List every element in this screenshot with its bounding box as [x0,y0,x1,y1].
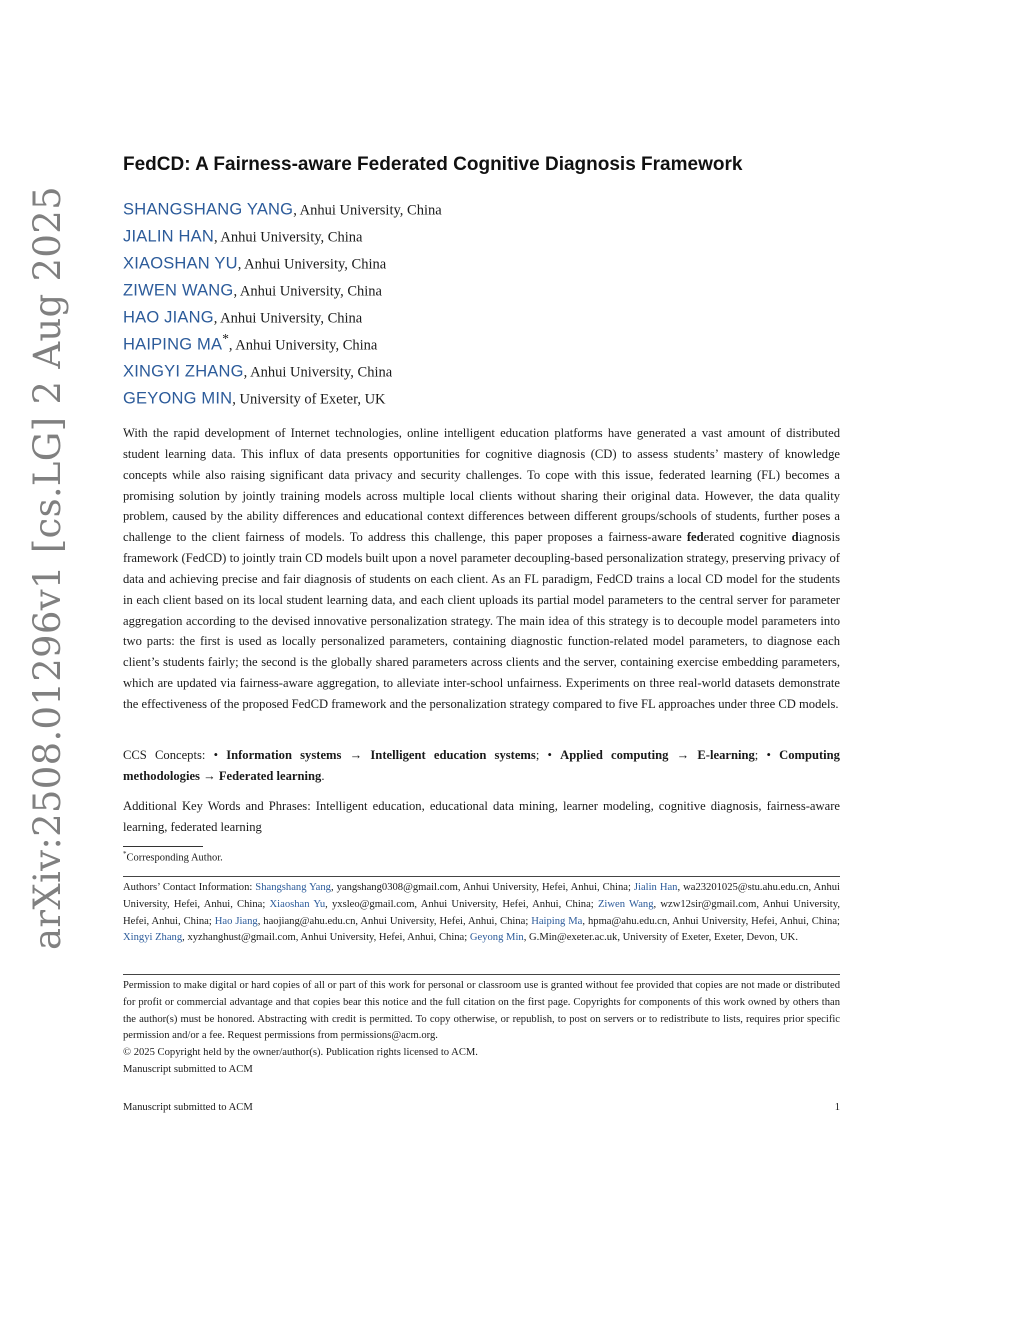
contact-details: , yxsleo@gmail.com, Anhui University, Hefei, Anhui, China; [325,898,598,910]
footer-manuscript-note: Manuscript submitted to ACM [123,1102,253,1113]
author-name[interactable]: ZIWEN WANG [123,281,234,300]
contact-details: , G.Min@exeter.ac.uk, University of Exeter, Exeter, Devon, UK. [523,932,798,944]
abstract-emphasis: c [739,530,746,545]
ccs-concept: Applied computing → E-learning [560,748,755,762]
contact-author-link[interactable]: Shangshang Yang [255,882,331,893]
author-affiliation: , Anhui University, China [237,256,387,273]
author-entry [123,223,442,250]
author-entry [123,250,442,277]
footnote-text: Corresponding Author. [126,852,223,864]
contact-details: , xyzhanghust@gmail.com, Anhui University, Hefei, Anhui, China; [182,932,470,944]
contact-details: , wa23201025@stu.ahu.edu.cn, Anhui University, Hefei, Anhui, China; [123,882,840,910]
contact-details: , haojiang@ahu.edu.cn, Anhui University, Hefei, Anhui, China; [257,915,532,927]
abstract-text: erated [703,530,740,545]
author-affiliation: , Anhui University, China [213,229,363,246]
contact-author-link[interactable]: Hao Jiang [214,915,258,927]
author-entry [123,385,442,412]
contact-author-link[interactable]: Ziwen Wang [597,898,654,910]
contact-author-link[interactable]: Haiping Ma [531,915,583,927]
author-entry [123,331,442,358]
author-mark: * [222,331,229,346]
author-name[interactable]: SHANGSHANG YANG [123,200,294,219]
contact-divider [123,876,840,877]
ccs-bullet: • [213,748,227,762]
contact-author-link[interactable]: Jialin Han [633,882,678,893]
footnote-divider [123,846,203,847]
abstract-text: With the rapid development of Internet technologies, online intelligent education platforms have generated a vast amount of distributed student learning data. This influx of data presents opportunities for cognitive diagnosis (CD) to assess students’ mastery of knowledge concepts while also raising significant data privacy and security challenges. To cope with this issue, federated learning (FL) becomes a promising solution by jointly training models across multiple local clients without sharing their original data. However, the data quality problem, caused by the ability differences and educational context differences between different groups/schools of students, further poses a challenge to the client fairness of models. To address this challenge, this paper proposes a fairness-aware [123,426,840,545]
author-name[interactable]: JIALIN HAN [123,227,214,246]
ccs-concepts [123,745,840,787]
ccs-concept: Computing methodologies → Federated learning [123,748,840,783]
author-affiliation: , Anhui University, China [293,202,442,219]
abstract [123,423,840,715]
contact-details: , wzw12sir@gmail.com, Anhui University, Hefei, Anhui, China; [123,898,840,927]
author-affiliation: , Anhui University, China [243,364,393,381]
paper-title: FedCD: A Fairness-aware Federated Cognitive Diagnosis Framework [123,154,743,175]
permission-divider [123,974,840,975]
author-name[interactable]: XIAOSHAN YU [123,254,238,273]
author-name[interactable]: HAIPING MA [123,335,223,354]
author-name[interactable]: HAO JIANG [123,308,214,327]
ccs-separator: ; • [535,748,561,762]
keywords: Additional Key Words and Phrases: Intelligent education, educational data mining, learner modeling, cognitive diagnosis, fairness-aware learning, federated learning [123,799,840,834]
contact-label: Authors’ Contact Information: [123,882,256,893]
author-entry [123,196,442,223]
author-entry [123,304,442,331]
footnote-mark: * [123,850,127,858]
author-affiliation: , Anhui University, China [233,283,382,300]
author-affiliation: , University of Exeter, UK [232,391,386,408]
contact-details: , hpma@ahu.edu.cn, Anhui University, Hefei, Anhui, China; [582,915,840,927]
manuscript-note: Manuscript submitted to ACM [123,1064,253,1075]
ccs-concept: Information systems → Intelligent education systems [226,748,536,762]
copyright-notice: © 2025 Copyright held by the owner/author(s). Publication rights licensed to ACM. [123,1047,478,1058]
author-contact-information [123,880,840,947]
author-entry [123,358,442,385]
page-number: 1 [834,1102,840,1113]
abstract-emphasis: fed [686,530,704,545]
author-name[interactable]: XINGYI ZHANG [123,362,244,381]
ccs-separator: ; • [754,748,780,762]
abstract-text: ognitive [745,530,792,545]
ccs-end: . [321,769,325,783]
contact-author-link[interactable]: Geyong Min [469,932,524,944]
permission-notice: Permission to make digital or hard copies of all or part of this work for personal or classroom use is granted without fee provided that copies are not made or distributed for profit or commercial advantage and that copies bear this notice and the full citation on the first page. Copyrights for components of this work owned by others than the author(s) must be honored. Abstracting with credit is permitted. To copy otherwise, or republish, to post on servers or to redistribute to lists, requires prior specific permission and/or a fee. Request permissions from permissions@acm.org. [123,980,840,1042]
author-list [123,196,442,412]
ccs-label: CCS Concepts: [123,748,214,762]
contact-author-link[interactable]: Xiaoshan Yu [269,898,326,910]
author-entry [123,277,442,304]
corresponding-author-footnote [123,850,223,864]
author-name[interactable]: GEYONG MIN [123,389,233,408]
abstract-emphasis: d [791,530,799,545]
author-affiliation: , Anhui University, China [213,310,363,327]
contact-details: , yangshang0308@gmail.com, Anhui University, Hefei, Anhui, China; [330,882,634,893]
contact-author-link[interactable]: Xingyi Zhang [123,932,183,944]
arxiv-identifier-stamp: arXiv:2508.01296v1 [cs.LG] 2 Aug 2025 [26,186,69,950]
author-affiliation: , Anhui University, China [228,337,378,354]
abstract-text: iagnosis framework (FedCD) to jointly train CD models built upon a novel parameter decoupling-based personalization strategy, preserving privacy of data and achieving precise and fair diagnosis of students on each client. As an FL paradigm, FedCD trains a local CD model for the students in each client based on its local student learning data, and each client uploads its partial model parameters to the central server for parameter aggregation according to the devised innovative personalization strategy. The main idea of this strategy is to decouple model parameters into two parts: the first is used as locally personalized parameters, containing diagnostic function-related model parameters, to diagnose each client’s students fairly; the second is the globally shared parameters across clients and the server, containing exercise embedding parameters, which are updated via fairness-aware aggregation, to alleviate inter-school unfairness. Experiments on three real-world datasets demonstrate the effectiveness of the proposed FedCD framework and the personalization strategy compared to five FL approaches under three CD models. [123,530,840,711]
